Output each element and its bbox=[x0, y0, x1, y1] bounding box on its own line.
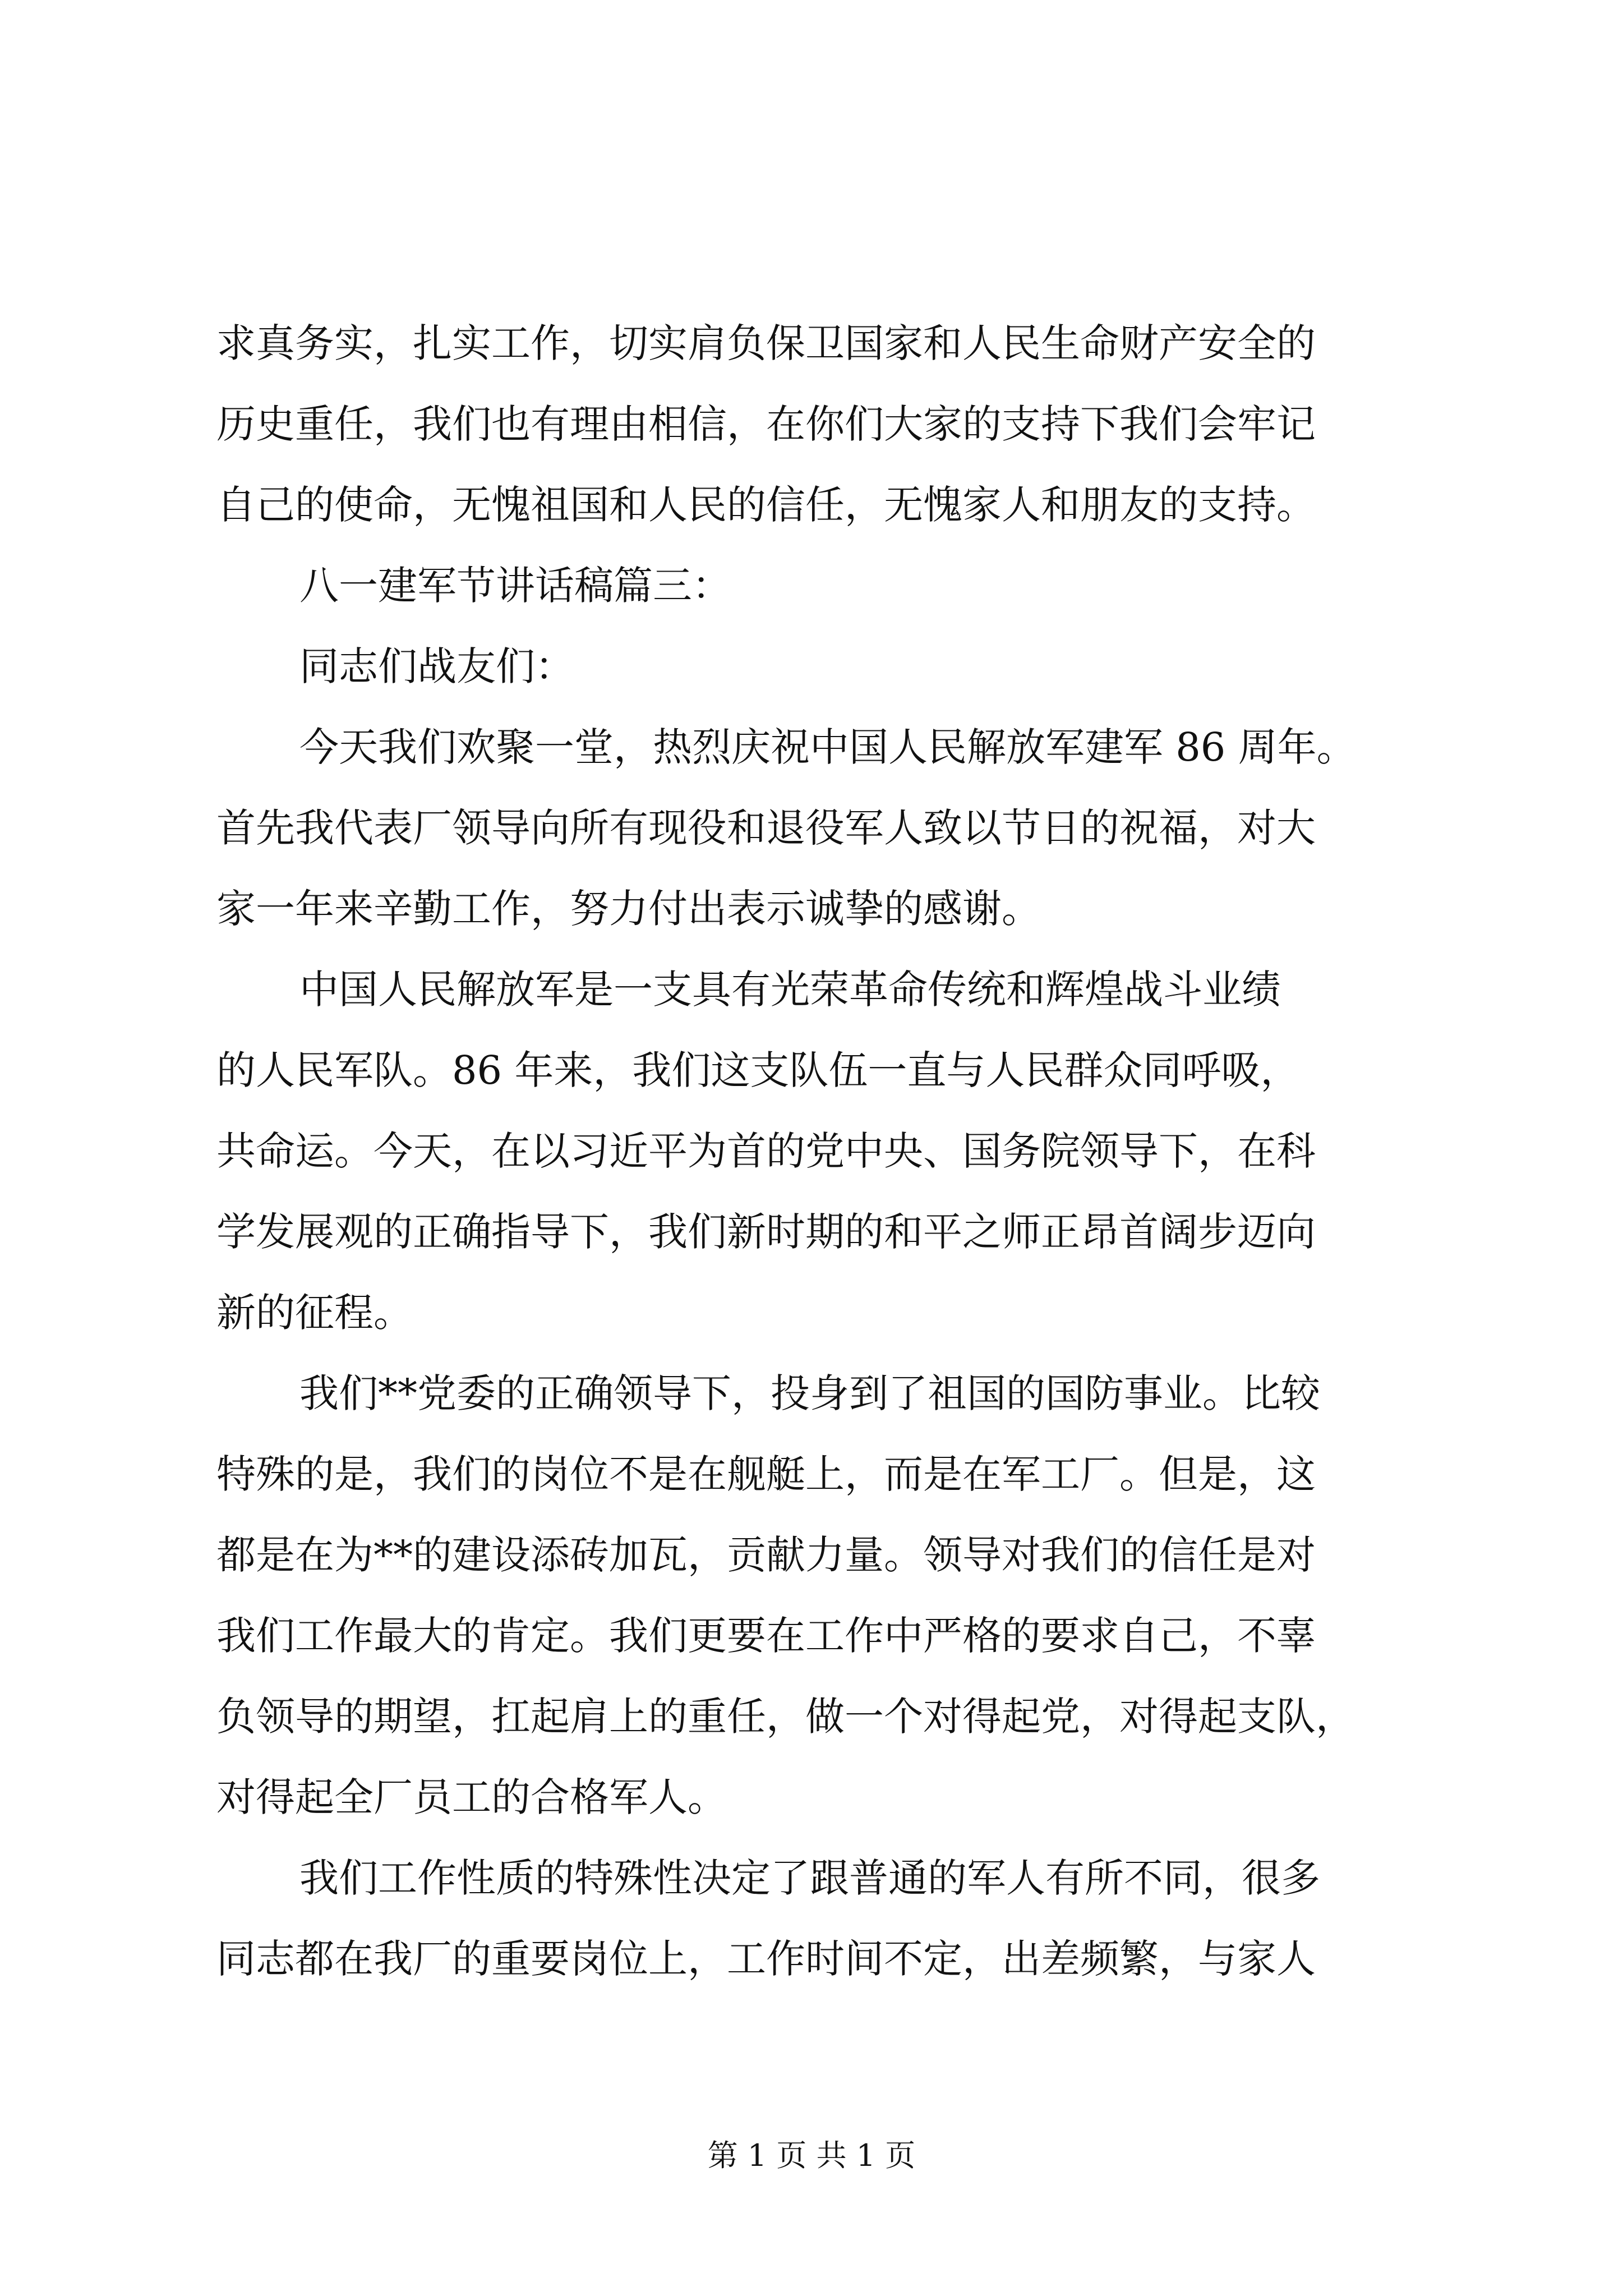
document-body bbox=[216, 303, 1422, 1999]
text-line: 八一建军节讲话稿篇三： bbox=[299, 563, 731, 609]
text-line: 我们工作性质的特殊性决定了跟普通的军人有所不同，很多 bbox=[299, 1855, 1320, 1901]
text-line: 今天我们欢聚一堂，热烈庆祝中国人民解放军建军 86 周年。 bbox=[299, 724, 1356, 770]
text-line: 我们工作最大的肯定。我们更要在工作中严格的要求自己，不辜 bbox=[216, 1613, 1316, 1659]
text-line: 自己的使命，无愧祖国和人民的信任，无愧家人和朋友的支持。 bbox=[216, 482, 1316, 528]
text-line: 学发展观的正确指导下，我们新时期的和平之师正昂首阔步迈向 bbox=[216, 1209, 1316, 1255]
text-line: 同志都在我厂的重要岗位上，工作时间不定，出差频繁，与家人 bbox=[216, 1936, 1316, 1982]
text-line: 首先我代表厂领导向所有现役和退役军人致以节日的祝福，对大 bbox=[216, 805, 1316, 851]
text-line: 同志们战友们： bbox=[299, 643, 574, 689]
page-footer: 第 1 页 共 1 页 bbox=[707, 2138, 916, 2173]
text-line: 共命运。今天，在以习近平为首的党中央、国务院领导下，在科 bbox=[216, 1128, 1316, 1174]
text-line: 历史重任，我们也有理由相信，在你们大家的支持下我们会牢记 bbox=[216, 401, 1316, 447]
text-line: 对得起全厂员工的合格军人。 bbox=[216, 1774, 727, 1820]
text-line: 的人民军队。86 年来，我们这支队伍一直与人民群众同呼吸， bbox=[216, 1047, 1300, 1093]
text-line: 都是在为**的建设添砖加瓦，贡献力量。领导对我们的信任是对 bbox=[216, 1532, 1316, 1578]
text-line: 中国人民解放军是一支具有光荣革命传统和辉煌战斗业绩 bbox=[299, 967, 1281, 1013]
text-line: 负领导的期望，扛起肩上的重任，做一个对得起党，对得起支队， bbox=[216, 1694, 1355, 1740]
text-line: 新的征程。 bbox=[216, 1290, 413, 1336]
text-line: 家一年来辛勤工作，努力付出表示诚挚的感谢。 bbox=[216, 886, 1041, 932]
text-line: 特殊的是，我们的岗位不是在舰艇上，而是在军工厂。但是，这 bbox=[216, 1451, 1316, 1497]
text-line: 我们**党委的正确领导下，投身到了祖国的国防事业。比较 bbox=[299, 1370, 1320, 1416]
text-line: 求真务实，扎实工作，切实肩负保卫国家和人民生命财产安全的 bbox=[216, 320, 1316, 366]
